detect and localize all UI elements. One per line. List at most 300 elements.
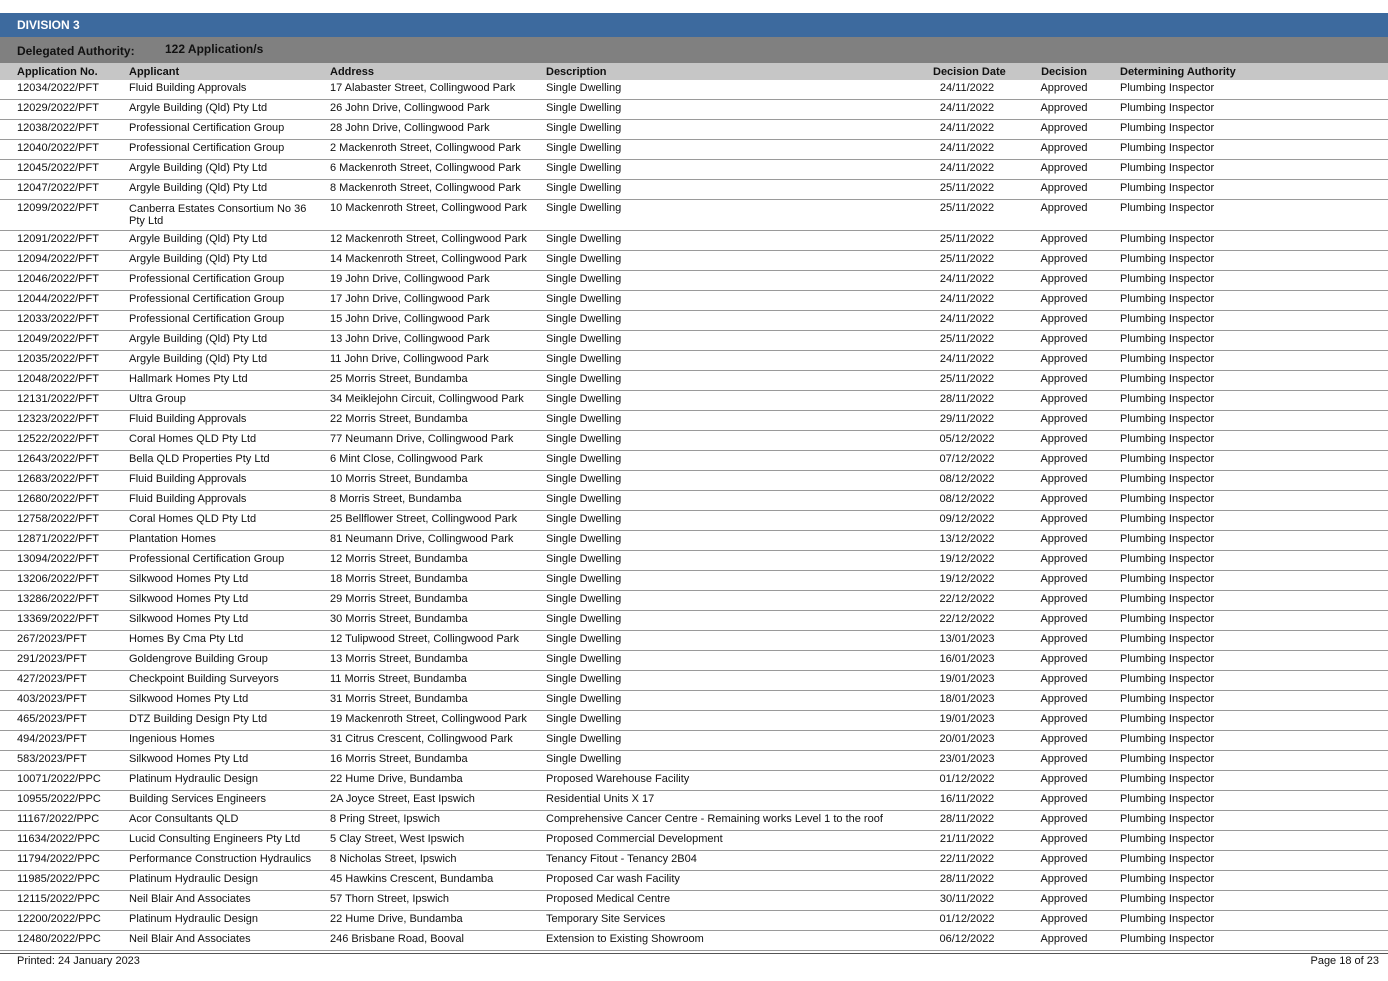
cell-applicant: Argyle Building (Qld) Pty Ltd <box>129 182 268 194</box>
column-header-address: Address <box>330 66 375 78</box>
cell-address: 19 John Drive, Collingwood Park <box>330 273 490 285</box>
cell-applicant: Argyle Building (Qld) Pty Ltd <box>129 233 268 245</box>
cell-description: Single Dwelling <box>546 142 622 154</box>
cell-decision: Approved <box>1040 122 1088 134</box>
cell-applicant: Professional Certification Group <box>129 313 285 325</box>
cell-address: 246 Brisbane Road, Booval <box>330 933 464 945</box>
cell-description: Single Dwelling <box>546 333 622 345</box>
cell-applicant: Bella QLD Properties Pty Ltd <box>129 453 270 465</box>
cell-applicant: Silkwood Homes Pty Ltd <box>129 613 249 625</box>
cell-description: Comprehensive Cancer Centre - Remaining works Level 1 to the roof <box>546 813 883 825</box>
cell-applicant: Professional Certification Group <box>129 273 285 285</box>
table-row <box>0 331 1388 351</box>
cell-determining-authority: Plumbing Inspector <box>1120 593 1215 605</box>
cell-description: Extension to Existing Showroom <box>546 933 704 945</box>
cell-address: 12 Tulipwood Street, Collingwood Park <box>330 633 519 645</box>
cell-decision: Approved <box>1040 142 1088 154</box>
cell-decision: Approved <box>1040 393 1088 405</box>
cell-decision-date: 19/01/2023 <box>939 713 995 725</box>
applications-table-body <box>0 80 1388 951</box>
cell-decision: Approved <box>1040 813 1088 825</box>
cell-decision-date: 05/12/2022 <box>939 433 995 445</box>
cell-address: 6 Mint Close, Collingwood Park <box>330 453 483 465</box>
cell-decision: Approved <box>1040 313 1088 325</box>
cell-application-no: 12033/2022/PFT <box>17 313 99 325</box>
table-row <box>0 751 1388 771</box>
cell-decision-date: 13/12/2022 <box>939 533 995 545</box>
cell-decision-date: 13/01/2023 <box>939 633 995 645</box>
table-row <box>0 871 1388 891</box>
division-title: DIVISION 3 <box>0 13 1388 37</box>
cell-applicant: Platinum Hydraulic Design <box>129 773 258 785</box>
cell-address: 17 John Drive, Collingwood Park <box>330 293 490 305</box>
cell-determining-authority: Plumbing Inspector <box>1120 162 1215 174</box>
cell-application-no: 11634/2022/PPC <box>17 833 100 845</box>
cell-description: Single Dwelling <box>546 373 622 385</box>
cell-address: 81 Neumann Drive, Collingwood Park <box>330 533 514 545</box>
cell-application-no: 11985/2022/PPC <box>17 873 100 885</box>
column-header-decision-date: Decision Date <box>933 66 1006 78</box>
cell-description: Proposed Car wash Facility <box>546 873 680 885</box>
cell-determining-authority: Plumbing Inspector <box>1120 102 1215 114</box>
cell-applicant: Silkwood Homes Pty Ltd <box>129 753 249 765</box>
cell-decision: Approved <box>1040 433 1088 445</box>
cell-decision-date: 23/01/2023 <box>939 753 995 765</box>
cell-determining-authority: Plumbing Inspector <box>1120 813 1215 825</box>
cell-application-no: 13286/2022/PFT <box>17 593 99 605</box>
table-row <box>0 391 1388 411</box>
cell-decision: Approved <box>1040 533 1088 545</box>
table-row <box>0 491 1388 511</box>
cell-address: 8 Nicholas Street, Ipswich <box>330 853 457 865</box>
cell-description: Single Dwelling <box>546 353 622 365</box>
cell-applicant: Ingenious Homes <box>129 733 215 745</box>
cell-description: Proposed Medical Centre <box>546 893 671 905</box>
cell-address: 10 Mackenroth Street, Collingwood Park <box>330 202 527 214</box>
cell-decision: Approved <box>1040 693 1088 705</box>
cell-applicant: Silkwood Homes Pty Ltd <box>129 693 249 705</box>
table-row <box>0 371 1388 391</box>
cell-decision: Approved <box>1040 233 1088 245</box>
cell-address: 13 Morris Street, Bundamba <box>330 653 468 665</box>
cell-determining-authority: Plumbing Inspector <box>1120 873 1215 885</box>
cell-application-no: 12480/2022/PPC <box>17 933 101 945</box>
cell-description: Single Dwelling <box>546 513 622 525</box>
cell-address: 13 John Drive, Collingwood Park <box>330 333 490 345</box>
cell-decision-date: 24/11/2022 <box>939 313 995 325</box>
cell-applicant: Platinum Hydraulic Design <box>129 873 258 885</box>
cell-determining-authority: Plumbing Inspector <box>1120 233 1215 245</box>
cell-decision: Approved <box>1040 933 1088 945</box>
cell-applicant: Coral Homes QLD Pty Ltd <box>129 513 257 525</box>
cell-address: 22 Hume Drive, Bundamba <box>330 773 463 785</box>
cell-description: Single Dwelling <box>546 253 622 265</box>
cell-description: Single Dwelling <box>546 162 622 174</box>
cell-address: 15 John Drive, Collingwood Park <box>330 313 490 325</box>
cell-address: 8 Mackenroth Street, Collingwood Park <box>330 182 521 194</box>
table-row <box>0 120 1388 140</box>
cell-description: Residential Units X 17 <box>546 793 655 805</box>
table-row <box>0 160 1388 180</box>
cell-application-no: 13094/2022/PFT <box>17 553 99 565</box>
cell-applicant: Acor Consultants QLD <box>129 813 239 825</box>
cell-decision: Approved <box>1040 413 1088 425</box>
cell-address: 77 Neumann Drive, Collingwood Park <box>330 433 514 445</box>
cell-decision-date: 25/11/2022 <box>939 182 995 194</box>
cell-address: 2A Joyce Street, East Ipswich <box>330 793 475 805</box>
cell-description: Single Dwelling <box>546 493 622 505</box>
cell-description: Proposed Commercial Development <box>546 833 723 845</box>
table-header <box>0 63 1388 80</box>
cell-decision-date: 25/11/2022 <box>939 333 995 345</box>
cell-description: Single Dwelling <box>546 733 622 745</box>
cell-determining-authority: Plumbing Inspector <box>1120 913 1215 925</box>
cell-description: Single Dwelling <box>546 613 622 625</box>
cell-applicant: Argyle Building (Qld) Pty Ltd <box>129 253 268 265</box>
cell-determining-authority: Plumbing Inspector <box>1120 142 1215 154</box>
cell-description: Single Dwelling <box>546 413 622 425</box>
cell-application-no: 403/2023/PFT <box>17 693 87 705</box>
cell-description: Temporary Site Services <box>546 913 666 925</box>
cell-determining-authority: Plumbing Inspector <box>1120 693 1215 705</box>
cell-decision-date: 24/11/2022 <box>939 353 995 365</box>
cell-determining-authority: Plumbing Inspector <box>1120 673 1215 685</box>
cell-determining-authority: Plumbing Inspector <box>1120 793 1215 805</box>
cell-application-no: 12758/2022/PFT <box>17 513 99 525</box>
cell-description: Single Dwelling <box>546 553 622 565</box>
cell-decision: Approved <box>1040 893 1088 905</box>
authority-bar <box>0 37 1388 63</box>
application-count: 122 Application/s <box>165 42 264 56</box>
cell-decision-date: 18/01/2023 <box>939 693 995 705</box>
cell-determining-authority: Plumbing Inspector <box>1120 253 1215 265</box>
cell-applicant: Neil Blair And Associates <box>129 933 251 945</box>
cell-application-no: 12034/2022/PFT <box>17 82 99 94</box>
cell-application-no: 12323/2022/PFT <box>17 413 99 425</box>
cell-applicant: Argyle Building (Qld) Pty Ltd <box>129 102 268 114</box>
cell-decision-date: 19/01/2023 <box>939 673 995 685</box>
cell-decision-date: 19/12/2022 <box>939 573 995 585</box>
cell-description: Single Dwelling <box>546 753 622 765</box>
cell-decision-date: 09/12/2022 <box>939 513 995 525</box>
cell-description: Single Dwelling <box>546 122 622 134</box>
cell-decision-date: 01/12/2022 <box>939 913 995 925</box>
cell-decision: Approved <box>1040 553 1088 565</box>
cell-application-no: 465/2023/PFT <box>17 713 87 725</box>
cell-determining-authority: Plumbing Inspector <box>1120 393 1215 405</box>
cell-decision: Approved <box>1040 473 1088 485</box>
cell-applicant: Building Services Engineers <box>129 793 266 805</box>
table-row <box>0 80 1388 100</box>
cell-decision-date: 28/11/2022 <box>939 393 995 405</box>
cell-description: Single Dwelling <box>546 102 622 114</box>
cell-application-no: 583/2023/PFT <box>17 753 87 765</box>
cell-address: 28 John Drive, Collingwood Park <box>330 122 490 134</box>
cell-decision-date: 16/01/2023 <box>939 653 995 665</box>
table-row <box>0 591 1388 611</box>
cell-decision: Approved <box>1040 833 1088 845</box>
cell-address: 30 Morris Street, Bundamba <box>330 613 468 625</box>
table-row <box>0 291 1388 311</box>
cell-application-no: 12091/2022/PFT <box>17 233 99 245</box>
cell-applicant: Silkwood Homes Pty Ltd <box>129 573 249 585</box>
table-row <box>0 531 1388 551</box>
cell-address: 22 Hume Drive, Bundamba <box>330 913 463 925</box>
cell-decision-date: 24/11/2022 <box>939 142 995 154</box>
cell-address: 29 Morris Street, Bundamba <box>330 593 468 605</box>
cell-description: Single Dwelling <box>546 633 622 645</box>
cell-decision: Approved <box>1040 513 1088 525</box>
cell-application-no: 12115/2022/PPC <box>17 893 100 905</box>
cell-decision-date: 16/11/2022 <box>939 793 995 805</box>
cell-application-no: 12044/2022/PFT <box>17 293 99 305</box>
cell-determining-authority: Plumbing Inspector <box>1120 333 1215 345</box>
cell-decision: Approved <box>1040 353 1088 365</box>
cell-decision: Approved <box>1040 162 1088 174</box>
table-row <box>0 651 1388 671</box>
table-row <box>0 831 1388 851</box>
cell-determining-authority: Plumbing Inspector <box>1120 293 1215 305</box>
column-header-determining-authority: Determining Authority <box>1120 66 1236 78</box>
cell-description: Single Dwelling <box>546 713 622 725</box>
table-row <box>0 200 1388 231</box>
footer-divider <box>0 953 1388 954</box>
cell-determining-authority: Plumbing Inspector <box>1120 273 1215 285</box>
cell-determining-authority: Plumbing Inspector <box>1120 513 1215 525</box>
cell-address: 18 Morris Street, Bundamba <box>330 573 468 585</box>
cell-decision: Approved <box>1040 613 1088 625</box>
cell-determining-authority: Plumbing Inspector <box>1120 313 1215 325</box>
cell-determining-authority: Plumbing Inspector <box>1120 453 1215 465</box>
cell-determining-authority: Plumbing Inspector <box>1120 82 1215 94</box>
cell-description: Single Dwelling <box>546 533 622 545</box>
cell-applicant: Plantation Homes <box>129 533 216 545</box>
cell-description: Tenancy Fitout - Tenancy 2B04 <box>546 853 697 865</box>
cell-description: Single Dwelling <box>546 202 622 214</box>
cell-decision-date: 01/12/2022 <box>939 773 995 785</box>
cell-application-no: 13369/2022/PFT <box>17 613 99 625</box>
cell-description: Single Dwelling <box>546 573 622 585</box>
cell-application-no: 494/2023/PFT <box>17 733 87 745</box>
table-row <box>0 451 1388 471</box>
cell-address: 34 Meiklejohn Circuit, Collingwood Park <box>330 393 524 405</box>
cell-decision: Approved <box>1040 182 1088 194</box>
cell-decision-date: 19/12/2022 <box>939 553 995 565</box>
cell-decision-date: 24/11/2022 <box>939 293 995 305</box>
cell-decision: Approved <box>1040 673 1088 685</box>
table-row <box>0 100 1388 120</box>
table-row <box>0 891 1388 911</box>
cell-applicant: Fluid Building Approvals <box>129 473 247 485</box>
table-row <box>0 140 1388 160</box>
cell-decision: Approved <box>1040 333 1088 345</box>
table-row <box>0 231 1388 251</box>
cell-application-no: 427/2023/PFT <box>17 673 87 685</box>
cell-address: 12 Mackenroth Street, Collingwood Park <box>330 233 527 245</box>
authority-label: Delegated Authority: <box>17 44 135 58</box>
cell-decision: Approved <box>1040 273 1088 285</box>
cell-applicant: Professional Certification Group <box>129 142 285 154</box>
cell-applicant: Homes By Cma Pty Ltd <box>129 633 244 645</box>
table-row <box>0 691 1388 711</box>
cell-determining-authority: Plumbing Inspector <box>1120 353 1215 365</box>
cell-application-no: 267/2023/PFT <box>17 633 87 645</box>
cell-address: 12 Morris Street, Bundamba <box>330 553 468 565</box>
table-row <box>0 311 1388 331</box>
cell-decision-date: 22/12/2022 <box>939 613 995 625</box>
cell-applicant: Coral Homes QLD Pty Ltd <box>129 433 257 445</box>
table-row <box>0 711 1388 731</box>
cell-address: 8 Pring Street, Ipswich <box>330 813 441 825</box>
cell-decision: Approved <box>1040 913 1088 925</box>
table-row <box>0 431 1388 451</box>
cell-determining-authority: Plumbing Inspector <box>1120 773 1215 785</box>
cell-address: 31 Morris Street, Bundamba <box>330 693 468 705</box>
table-row <box>0 911 1388 931</box>
cell-address: 8 Morris Street, Bundamba <box>330 493 462 505</box>
page-number: Page 18 of 23 <box>1310 955 1379 967</box>
cell-decision-date: 22/11/2022 <box>939 853 995 865</box>
cell-determining-authority: Plumbing Inspector <box>1120 373 1215 385</box>
cell-application-no: 12871/2022/PFT <box>17 533 99 545</box>
cell-decision-date: 20/01/2023 <box>939 733 995 745</box>
cell-decision-date: 08/12/2022 <box>939 493 995 505</box>
cell-applicant: Neil Blair And Associates <box>129 893 251 905</box>
cell-application-no: 12094/2022/PFT <box>17 253 99 265</box>
cell-decision-date: 08/12/2022 <box>939 473 995 485</box>
table-row <box>0 631 1388 651</box>
column-header-applicant: Applicant <box>129 66 180 78</box>
cell-decision-date: 29/11/2022 <box>939 413 995 425</box>
cell-address: 26 John Drive, Collingwood Park <box>330 102 490 114</box>
cell-description: Single Dwelling <box>546 82 622 94</box>
cell-applicant: Argyle Building (Qld) Pty Ltd <box>129 353 268 365</box>
cell-application-no: 12046/2022/PFT <box>17 273 99 285</box>
cell-applicant: Performance Construction Hydraulics <box>129 853 312 865</box>
cell-decision: Approved <box>1040 853 1088 865</box>
cell-determining-authority: Plumbing Inspector <box>1120 202 1215 214</box>
column-header-description: Description <box>546 66 607 78</box>
cell-description: Single Dwelling <box>546 653 622 665</box>
cell-applicant: Silkwood Homes Pty Ltd <box>129 593 249 605</box>
cell-address: 22 Morris Street, Bundamba <box>330 413 468 425</box>
printed-date: Printed: 24 January 2023 <box>17 955 140 967</box>
cell-decision: Approved <box>1040 82 1088 94</box>
cell-determining-authority: Plumbing Inspector <box>1120 853 1215 865</box>
cell-applicant: Fluid Building Approvals <box>129 413 247 425</box>
cell-determining-authority: Plumbing Inspector <box>1120 753 1215 765</box>
cell-applicant: Fluid Building Approvals <box>129 493 247 505</box>
table-row <box>0 571 1388 591</box>
cell-decision-date: 24/11/2022 <box>939 102 995 114</box>
cell-decision-date: 22/12/2022 <box>939 593 995 605</box>
cell-determining-authority: Plumbing Inspector <box>1120 122 1215 134</box>
table-row <box>0 811 1388 831</box>
cell-decision: Approved <box>1040 102 1088 114</box>
cell-applicant: Canberra Estates Consortium No 36 Pty Ltd <box>129 203 307 227</box>
column-header-decision: Decision <box>1041 66 1087 78</box>
cell-decision: Approved <box>1040 453 1088 465</box>
cell-address: 25 Morris Street, Bundamba <box>330 373 468 385</box>
table-row <box>0 411 1388 431</box>
cell-decision-date: 06/12/2022 <box>939 933 995 945</box>
cell-address: 6 Mackenroth Street, Collingwood Park <box>330 162 521 174</box>
cell-determining-authority: Plumbing Inspector <box>1120 413 1215 425</box>
cell-decision: Approved <box>1040 773 1088 785</box>
cell-determining-authority: Plumbing Inspector <box>1120 933 1215 945</box>
cell-application-no: 12680/2022/PFT <box>17 493 99 505</box>
cell-applicant: Professional Certification Group <box>129 122 285 134</box>
cell-address: 10 Morris Street, Bundamba <box>330 473 468 485</box>
cell-decision-date: 24/11/2022 <box>939 82 995 94</box>
cell-application-no: 12683/2022/PFT <box>17 473 99 485</box>
table-row <box>0 611 1388 631</box>
cell-determining-authority: Plumbing Inspector <box>1120 833 1215 845</box>
cell-application-no: 12049/2022/PFT <box>17 333 99 345</box>
cell-application-no: 11167/2022/PPC <box>17 813 100 825</box>
cell-decision-date: 07/12/2022 <box>939 453 995 465</box>
cell-description: Single Dwelling <box>546 433 622 445</box>
cell-applicant: Hallmark Homes Pty Ltd <box>129 373 248 385</box>
cell-decision: Approved <box>1040 573 1088 585</box>
cell-decision: Approved <box>1040 713 1088 725</box>
cell-address: 31 Citrus Crescent, Collingwood Park <box>330 733 513 745</box>
table-row <box>0 671 1388 691</box>
cell-application-no: 291/2023/PFT <box>17 653 87 665</box>
cell-application-no: 12099/2022/PFT <box>17 202 99 214</box>
cell-determining-authority: Plumbing Inspector <box>1120 533 1215 545</box>
table-row <box>0 351 1388 371</box>
cell-description: Single Dwelling <box>546 473 622 485</box>
cell-determining-authority: Plumbing Inspector <box>1120 633 1215 645</box>
cell-address: 16 Morris Street, Bundamba <box>330 753 468 765</box>
cell-application-no: 12035/2022/PFT <box>17 353 99 365</box>
table-row <box>0 771 1388 791</box>
cell-address: 11 John Drive, Collingwood Park <box>330 353 489 365</box>
cell-application-no: 11794/2022/PPC <box>17 853 100 865</box>
cell-applicant: Ultra Group <box>129 393 186 405</box>
cell-application-no: 10955/2022/PPC <box>17 793 101 805</box>
table-row <box>0 271 1388 291</box>
column-header-application-no: Application No. <box>17 66 98 78</box>
cell-decision-date: 21/11/2022 <box>939 833 995 845</box>
cell-decision-date: 24/11/2022 <box>939 122 995 134</box>
cell-applicant: Fluid Building Approvals <box>129 82 247 94</box>
cell-decision: Approved <box>1040 373 1088 385</box>
cell-decision-date: 30/11/2022 <box>939 893 995 905</box>
cell-decision-date: 24/11/2022 <box>939 162 995 174</box>
cell-application-no: 13206/2022/PFT <box>17 573 99 585</box>
cell-description: Single Dwelling <box>546 453 622 465</box>
cell-application-no: 12048/2022/PFT <box>17 373 99 385</box>
cell-determining-authority: Plumbing Inspector <box>1120 733 1215 745</box>
cell-determining-authority: Plumbing Inspector <box>1120 433 1215 445</box>
cell-application-no: 12045/2022/PFT <box>17 162 99 174</box>
table-row <box>0 471 1388 491</box>
cell-determining-authority: Plumbing Inspector <box>1120 473 1215 485</box>
cell-applicant: Argyle Building (Qld) Pty Ltd <box>129 162 268 174</box>
cell-decision-date: 24/11/2022 <box>939 273 995 285</box>
cell-address: 17 Alabaster Street, Collingwood Park <box>330 82 516 94</box>
cell-description: Single Dwelling <box>546 293 622 305</box>
cell-application-no: 12047/2022/PFT <box>17 182 99 194</box>
cell-applicant: DTZ Building Design Pty Ltd <box>129 713 268 725</box>
cell-decision: Approved <box>1040 793 1088 805</box>
cell-description: Proposed Warehouse Facility <box>546 773 690 785</box>
cell-decision: Approved <box>1040 653 1088 665</box>
cell-applicant: Professional Certification Group <box>129 293 285 305</box>
cell-application-no: 10071/2022/PPC <box>17 773 101 785</box>
